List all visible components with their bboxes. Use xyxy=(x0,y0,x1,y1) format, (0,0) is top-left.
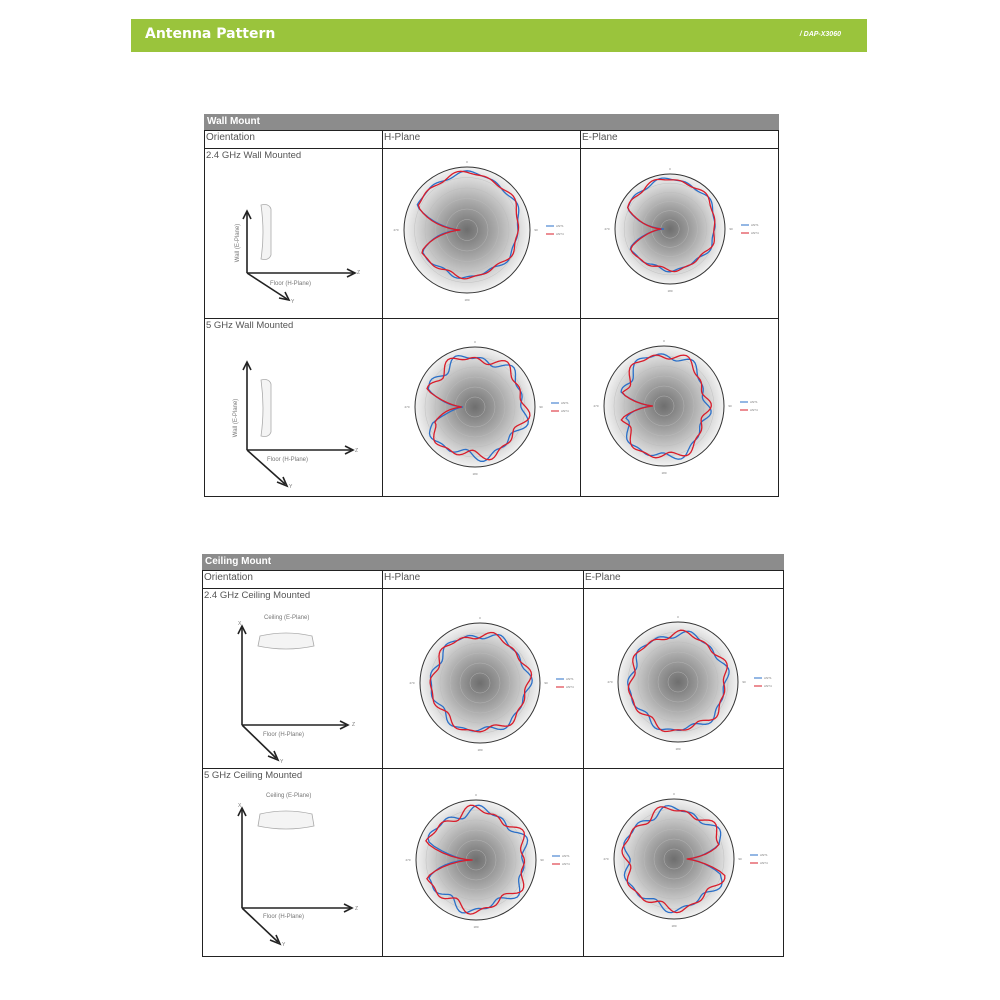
wall-24-h-plane-polar-chart xyxy=(392,155,598,305)
axis-y: Y xyxy=(289,484,293,490)
device-label: Ceiling (E-Plane) xyxy=(266,793,312,799)
ceiling-mount-title: Ceiling Mount xyxy=(202,554,784,570)
angle-label: 90 xyxy=(738,857,742,861)
angle-label: 180 xyxy=(661,471,667,475)
ceiling-5-orientation-diagram xyxy=(228,788,368,948)
angle-label: 180 xyxy=(675,747,681,751)
angle-label: 270 xyxy=(393,228,399,232)
angle-label: 90 xyxy=(742,680,746,684)
wall-5-orientation-diagram xyxy=(225,360,365,490)
divider xyxy=(204,148,779,149)
angle-label: 90 xyxy=(534,228,538,232)
axis-label-vertical: Wall (E-Plane) xyxy=(233,398,239,438)
legend-label: ANT1 xyxy=(556,224,564,228)
divider xyxy=(202,588,784,589)
row-label: 5 GHz Wall Mounted xyxy=(206,320,294,331)
angle-label: 0 xyxy=(479,616,481,620)
polar-background xyxy=(614,799,734,919)
col-head-orientation: Orientation xyxy=(204,572,253,583)
polar-background xyxy=(416,800,536,920)
angle-label: 270 xyxy=(404,405,410,409)
axis-label-floor: Floor (H-Plane) xyxy=(267,457,309,463)
legend-label: ANT4 xyxy=(556,232,564,236)
polar-background xyxy=(618,622,738,742)
ceiling-24-orientation-diagram xyxy=(228,610,368,765)
divider xyxy=(204,318,779,319)
axis-label-floor: Floor (H-Plane) xyxy=(270,281,312,287)
angle-label: 180 xyxy=(464,298,470,302)
col-head-h-plane: H-Plane xyxy=(384,132,421,143)
page-title: Antenna Pattern xyxy=(145,26,276,42)
wall-mount-title: Wall Mount xyxy=(204,114,779,130)
col-head-e-plane: E-Plane xyxy=(585,572,621,583)
angle-label: 270 xyxy=(607,680,613,684)
angle-label: 270 xyxy=(604,227,610,231)
ceiling-24-e-plane-polar-chart xyxy=(606,610,806,754)
angle-label: 180 xyxy=(473,925,479,929)
angle-label: 180 xyxy=(671,924,677,928)
legend-label: ANT1 xyxy=(751,223,759,227)
legend-label: ANT1 xyxy=(566,677,574,681)
axis-x: X xyxy=(238,803,242,809)
axis-y: Y xyxy=(280,759,284,765)
angle-label: 90 xyxy=(544,681,548,685)
angle-label: 0 xyxy=(466,160,468,164)
legend-label: ANT4 xyxy=(760,861,768,865)
row-label: 2.4 GHz Wall Mounted xyxy=(206,150,302,161)
polar-background xyxy=(415,347,535,467)
axis-z: Z xyxy=(355,906,359,912)
angle-label: 90 xyxy=(728,404,732,408)
legend-label: ANT4 xyxy=(566,685,574,689)
legend-label: ANT1 xyxy=(561,401,569,405)
angle-label: 0 xyxy=(663,339,665,343)
legend-label: ANT1 xyxy=(750,400,758,404)
row-label: 2.4 GHz Ceiling Mounted xyxy=(204,590,311,601)
polar-background xyxy=(420,623,540,743)
ceiling-24-h-plane-polar-chart xyxy=(408,611,608,755)
angle-label: 0 xyxy=(669,167,671,171)
model-label: / DAP-X3060 xyxy=(799,31,841,38)
legend-label: ANT4 xyxy=(750,408,758,412)
angle-label: 180 xyxy=(477,748,483,752)
angle-label: 0 xyxy=(673,792,675,796)
col-head-e-plane: E-Plane xyxy=(582,132,618,143)
legend-label: ANT4 xyxy=(764,684,772,688)
angle-label: 270 xyxy=(409,681,415,685)
divider xyxy=(382,130,383,497)
legend-label: ANT1 xyxy=(562,854,570,858)
axis-label-floor: Floor (H-Plane) xyxy=(263,732,305,738)
row-label: 5 GHz Ceiling Mounted xyxy=(204,770,303,781)
axis-y: Y xyxy=(282,942,286,948)
axis-x: X xyxy=(238,621,242,627)
col-head-h-plane: H-Plane xyxy=(384,572,421,583)
axis-label-vertical: Wall (E-Plane) xyxy=(235,223,241,263)
angle-label: 180 xyxy=(667,289,673,293)
divider xyxy=(202,768,784,769)
wall-5-h-plane-polar-chart xyxy=(403,335,603,479)
polar-background xyxy=(615,174,725,284)
device-label: Ceiling (E-Plane) xyxy=(264,615,310,621)
polar-background xyxy=(604,346,724,466)
axis-z: Z xyxy=(355,448,359,454)
col-head-orientation: Orientation xyxy=(206,132,255,143)
legend-label: ANT1 xyxy=(764,676,772,680)
angle-label: 270 xyxy=(603,857,609,861)
legend-label: ANT4 xyxy=(751,231,759,235)
wall-24-e-plane-polar-chart xyxy=(603,162,793,296)
header-bar xyxy=(131,19,867,52)
angle-label: 0 xyxy=(677,615,679,619)
wall-24-orientation-diagram xyxy=(225,195,365,305)
wall-5-e-plane-polar-chart xyxy=(592,334,792,478)
polar-background xyxy=(404,167,530,293)
angle-label: 0 xyxy=(475,793,477,797)
angle-label: 180 xyxy=(472,472,478,476)
angle-label: 270 xyxy=(405,858,411,862)
ceiling-5-h-plane-polar-chart xyxy=(404,788,604,932)
axis-z: Z xyxy=(352,722,356,728)
divider xyxy=(382,570,383,957)
angle-label: 270 xyxy=(593,404,599,408)
angle-label: 90 xyxy=(729,227,733,231)
angle-label: 90 xyxy=(539,405,543,409)
axis-label-floor: Floor (H-Plane) xyxy=(263,914,305,920)
angle-label: 90 xyxy=(540,858,544,862)
axis-y: Y xyxy=(291,299,295,305)
legend-label: ANT4 xyxy=(561,409,569,413)
legend-label: ANT1 xyxy=(760,853,768,857)
axis-z: Z xyxy=(357,270,361,276)
ceiling-5-e-plane-polar-chart xyxy=(602,787,802,931)
angle-label: 0 xyxy=(474,340,476,344)
legend-label: ANT4 xyxy=(562,862,570,866)
